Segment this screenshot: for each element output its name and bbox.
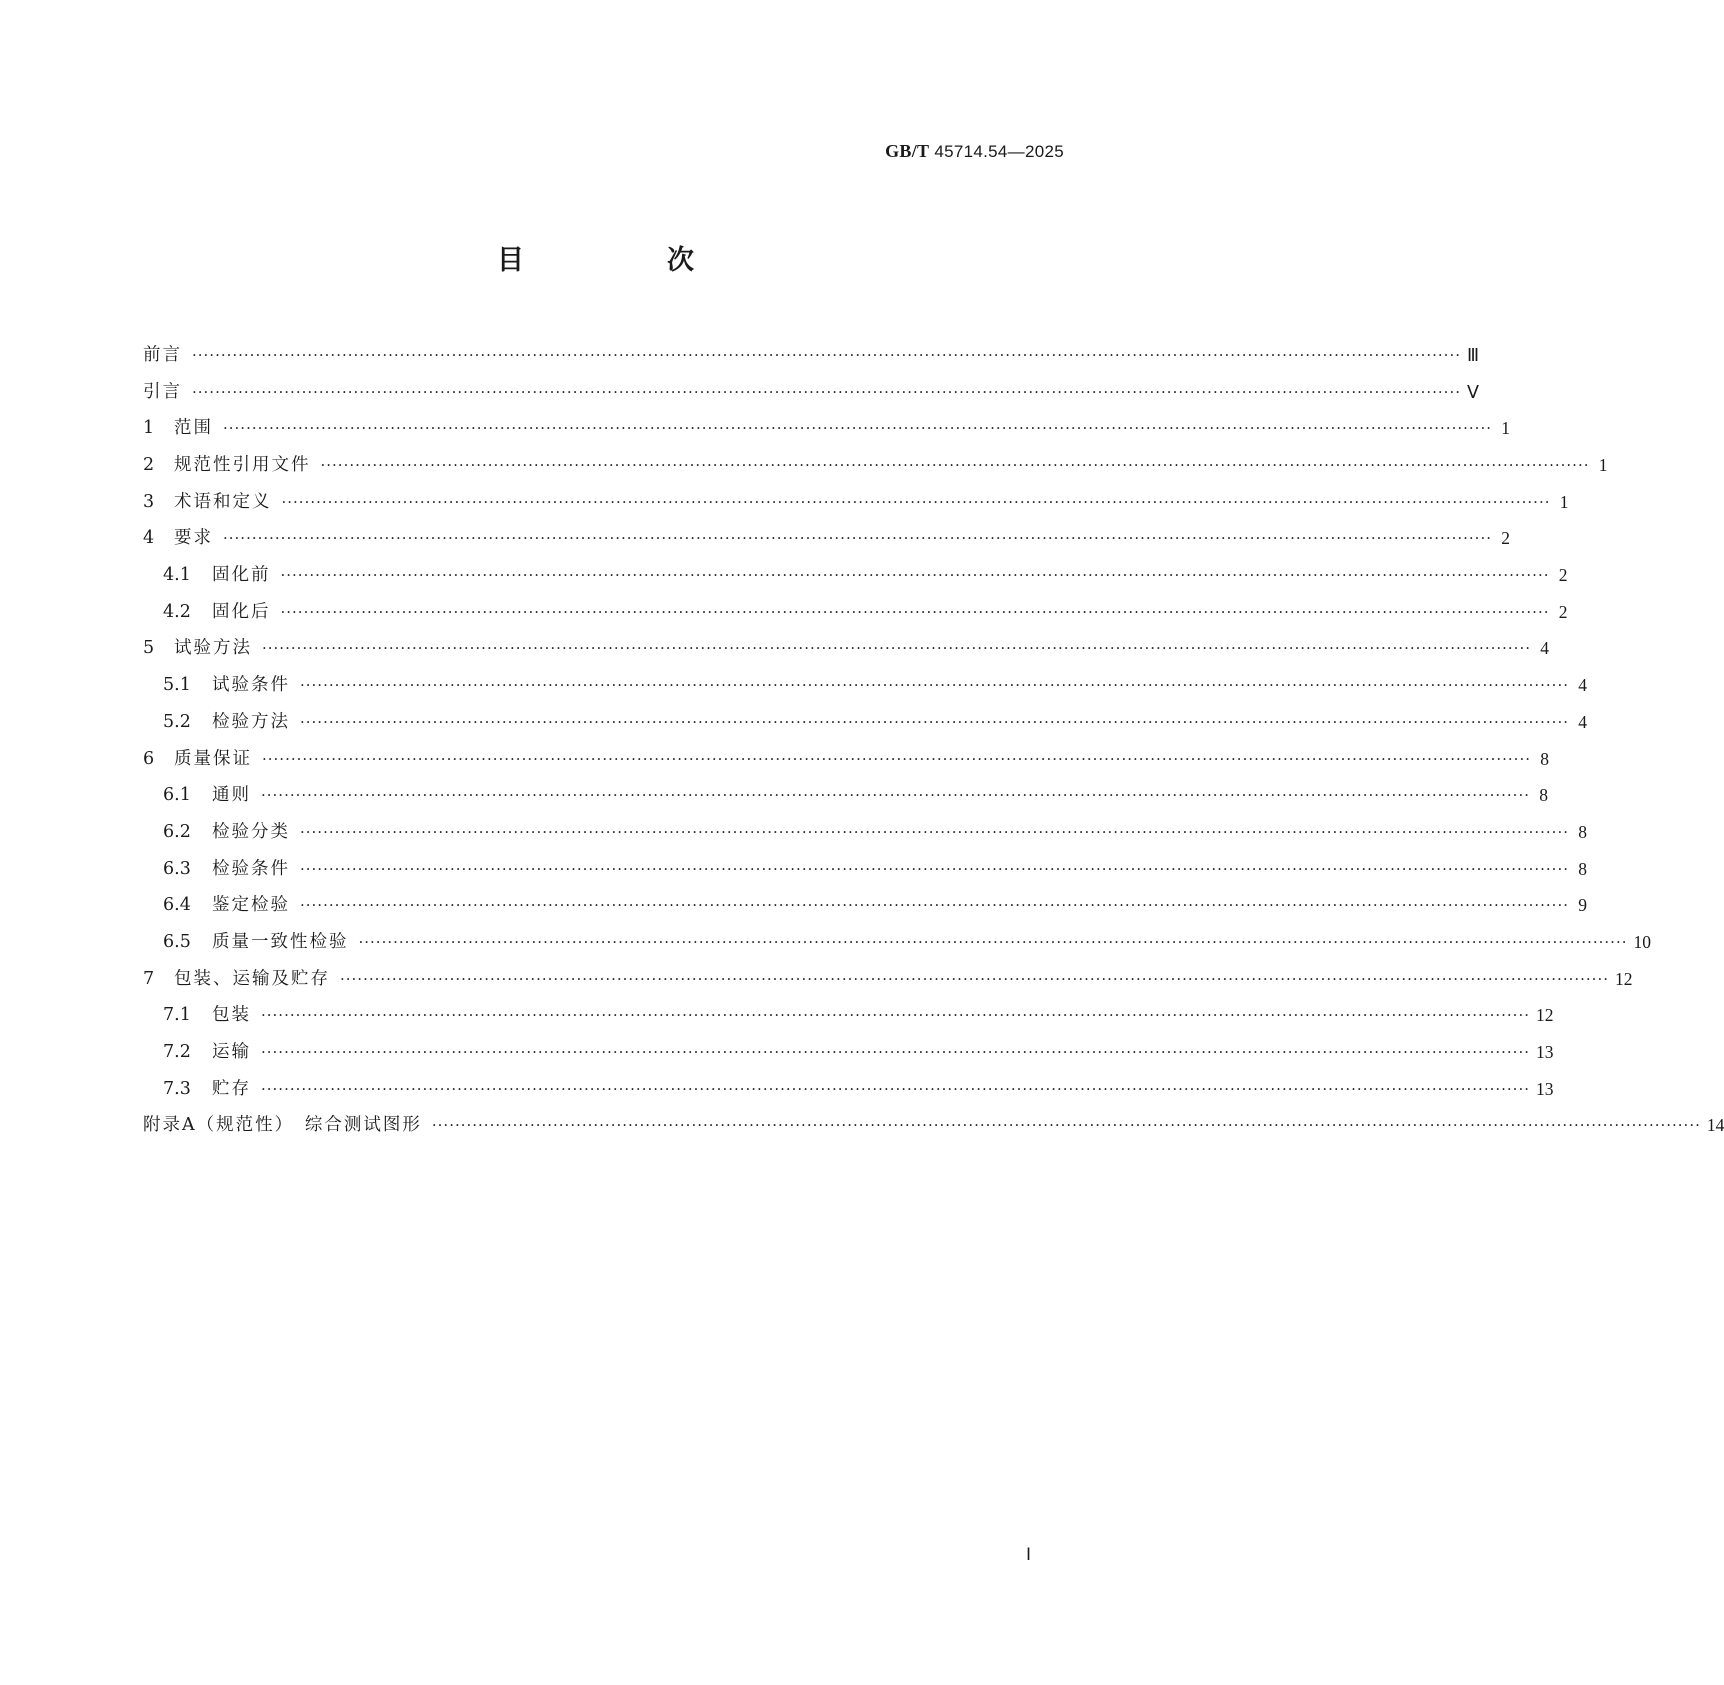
standard-code (885, 141, 1064, 162)
toc-entry-number: 7.2 (163, 1042, 191, 1063)
toc-entry[interactable] (143, 667, 1587, 704)
toc-entry[interactable] (143, 594, 1568, 631)
toc-dot-leader: ···························································································································································································································· (300, 822, 1569, 841)
toc-entry-page: 1 (1598, 455, 1608, 476)
toc-entry-page: 4 (1578, 675, 1587, 696)
toc-entry-page: 1 (1559, 491, 1569, 512)
toc-entry[interactable] (143, 374, 1479, 411)
toc-entry[interactable] (143, 924, 1651, 961)
toc-entry[interactable] (143, 557, 1568, 594)
toc-entry-number: 6.3 (163, 858, 191, 879)
toc-dot-leader: ···························································································································································································································· (431, 1116, 1701, 1135)
toc-entry[interactable] (143, 337, 1480, 374)
toc-dot-leader: ···························································································································································································································· (320, 456, 1590, 475)
toc-dot-leader: ···························································································································································································································· (358, 932, 1628, 951)
toc-entry-label: 规范性引用文件 (174, 455, 311, 476)
toc-entry-number: 4.1 (163, 565, 191, 586)
toc-entry-number: 6.4 (163, 895, 191, 916)
toc-entry-page: 4 (1540, 638, 1549, 659)
toc-entry-number: 6.2 (163, 821, 191, 842)
toc-dot-leader: ···························································································································································································································· (300, 896, 1569, 915)
toc-entry-page: 2 (1558, 601, 1568, 622)
toc-entry-page: 8 (1578, 821, 1587, 842)
toc-entry-label: 要求 (174, 528, 213, 549)
toc-entry-number: 6.5 (163, 931, 191, 952)
toc-entry-label: 附录A（规范性） 综合测试图形 (143, 1115, 422, 1136)
toc-entry[interactable] (143, 887, 1587, 924)
toc-dot-leader: ···························································································································································································································· (300, 859, 1569, 878)
toc-entry-number: 5.2 (163, 711, 191, 732)
toc-entry[interactable] (143, 631, 1549, 668)
toc-entry-number: 3 (143, 491, 155, 512)
toc-entry-page: 2 (1501, 528, 1510, 549)
page-title: 目 次 (497, 245, 752, 276)
toc-entry[interactable] (143, 851, 1587, 888)
toc-entry[interactable] (143, 484, 1569, 521)
toc-entry[interactable] (143, 1071, 1554, 1108)
toc-entry-label: 通则 (212, 785, 251, 806)
toc-entry-number: 2 (143, 455, 155, 476)
toc-entry[interactable] (143, 447, 1608, 484)
toc-dot-leader: ···························································································································································································································· (281, 492, 1551, 511)
toc-entry-page: 1 (1501, 418, 1510, 439)
toc-dot-leader: ···························································································································································································································· (261, 1006, 1530, 1025)
toc-dot-leader: ···························································································································································································································· (262, 749, 1531, 768)
toc-dot-leader: ···························································································································································································································· (280, 602, 1550, 621)
toc-entry-label: 鉴定检验 (212, 895, 290, 916)
toc-entry[interactable] (143, 961, 1633, 998)
toc-dot-leader: ···························································································································································································································· (340, 969, 1609, 988)
toc-entry-label: 检验方法 (212, 711, 290, 732)
toc-entry-number: 6 (143, 748, 155, 769)
toc-entry-number: 7.3 (163, 1078, 191, 1099)
toc-entry-page: 8 (1540, 748, 1549, 769)
toc-entry[interactable] (143, 410, 1510, 447)
toc-dot-leader: ···························································································································································································································· (223, 529, 1492, 548)
toc-dot-leader: ···························································································································································································································· (300, 712, 1569, 731)
toc-entry-label: 试验条件 (212, 675, 290, 696)
toc-entry-label: 贮存 (212, 1078, 251, 1099)
toc-entry-label: 固化前 (212, 565, 271, 586)
toc-entry-number: 4.2 (163, 601, 191, 622)
toc-entry-label: 范围 (174, 418, 213, 439)
toc-entry-page: 13 (1535, 1042, 1554, 1063)
toc-dot-leader: ···························································································································································································································· (262, 639, 1531, 658)
toc-entry-page: 8 (1539, 785, 1548, 806)
toc-entry-number: 5.1 (163, 675, 191, 696)
toc-entry-number: 4 (143, 528, 155, 549)
toc-entry-label: 包装、运输及贮存 (174, 968, 330, 989)
toc-entry-label: 前言 (143, 344, 182, 365)
toc-entry-page: 4 (1578, 711, 1587, 732)
toc-entry-page: 10 (1633, 931, 1651, 952)
toc-entry-page: 2 (1558, 565, 1568, 586)
toc-entry-label: 检验分类 (212, 821, 290, 842)
toc-entry-label: 质量一致性检验 (212, 931, 349, 952)
toc-entry-number: 6.1 (163, 785, 191, 806)
toc-entry-label: 检验条件 (212, 858, 290, 879)
toc-entry-number: 1 (143, 418, 155, 439)
toc-entry[interactable] (143, 1034, 1554, 1071)
toc-entry[interactable] (143, 1107, 1724, 1144)
standard-prefix: GB/T (885, 141, 930, 161)
toc-entry-page: 8 (1578, 858, 1587, 879)
toc-dot-leader: ···························································································································································································································· (223, 419, 1492, 438)
toc-entry[interactable] (143, 520, 1510, 557)
toc-dot-leader: ···························································································································································································································· (261, 1079, 1530, 1098)
toc-entry-page: Ⅲ (1466, 344, 1480, 365)
toc-entry-page: Ⅴ (1467, 381, 1479, 402)
toc-dot-leader: ···························································································································································································································· (192, 382, 1461, 401)
toc-dot-leader: ···························································································································································································································· (300, 676, 1569, 695)
toc-entry[interactable] (143, 814, 1587, 851)
toc-entry-number: 7 (143, 968, 155, 989)
toc-entry[interactable] (143, 997, 1554, 1034)
toc-dot-leader: ···························································································································································································································· (280, 566, 1550, 585)
toc-entry-page: 13 (1535, 1078, 1554, 1099)
toc-entry-label: 质量保证 (174, 748, 252, 769)
toc-entry-page: 12 (1614, 968, 1633, 989)
toc-entry-page: 9 (1578, 895, 1587, 916)
toc-entry-label: 试验方法 (174, 638, 252, 659)
toc-entry-label: 术语和定义 (174, 491, 272, 512)
toc-entry-label: 包装 (212, 1005, 251, 1026)
toc-entry-page: 14 (1706, 1115, 1724, 1136)
toc-dot-leader: ···························································································································································································································· (261, 786, 1530, 805)
toc-entry-label: 引言 (143, 381, 182, 402)
toc-entry-number: 7.1 (163, 1005, 191, 1026)
toc-dot-leader: ···························································································································································································································· (261, 1043, 1530, 1062)
toc-entry-label: 固化后 (212, 601, 271, 622)
toc-entry-page: 12 (1535, 1005, 1554, 1026)
toc-entry-label: 运输 (212, 1042, 251, 1063)
toc-entry[interactable] (143, 777, 1548, 814)
toc-entry-number: 5 (143, 638, 155, 659)
toc-dot-leader: ···························································································································································································································· (192, 345, 1461, 364)
page-number: Ⅰ (1026, 1545, 1032, 1564)
toc-entry[interactable] (143, 704, 1587, 741)
standard-number: 45714.54—2025 (934, 142, 1064, 161)
toc-entry[interactable] (143, 741, 1549, 778)
table-of-contents (143, 337, 1724, 1144)
